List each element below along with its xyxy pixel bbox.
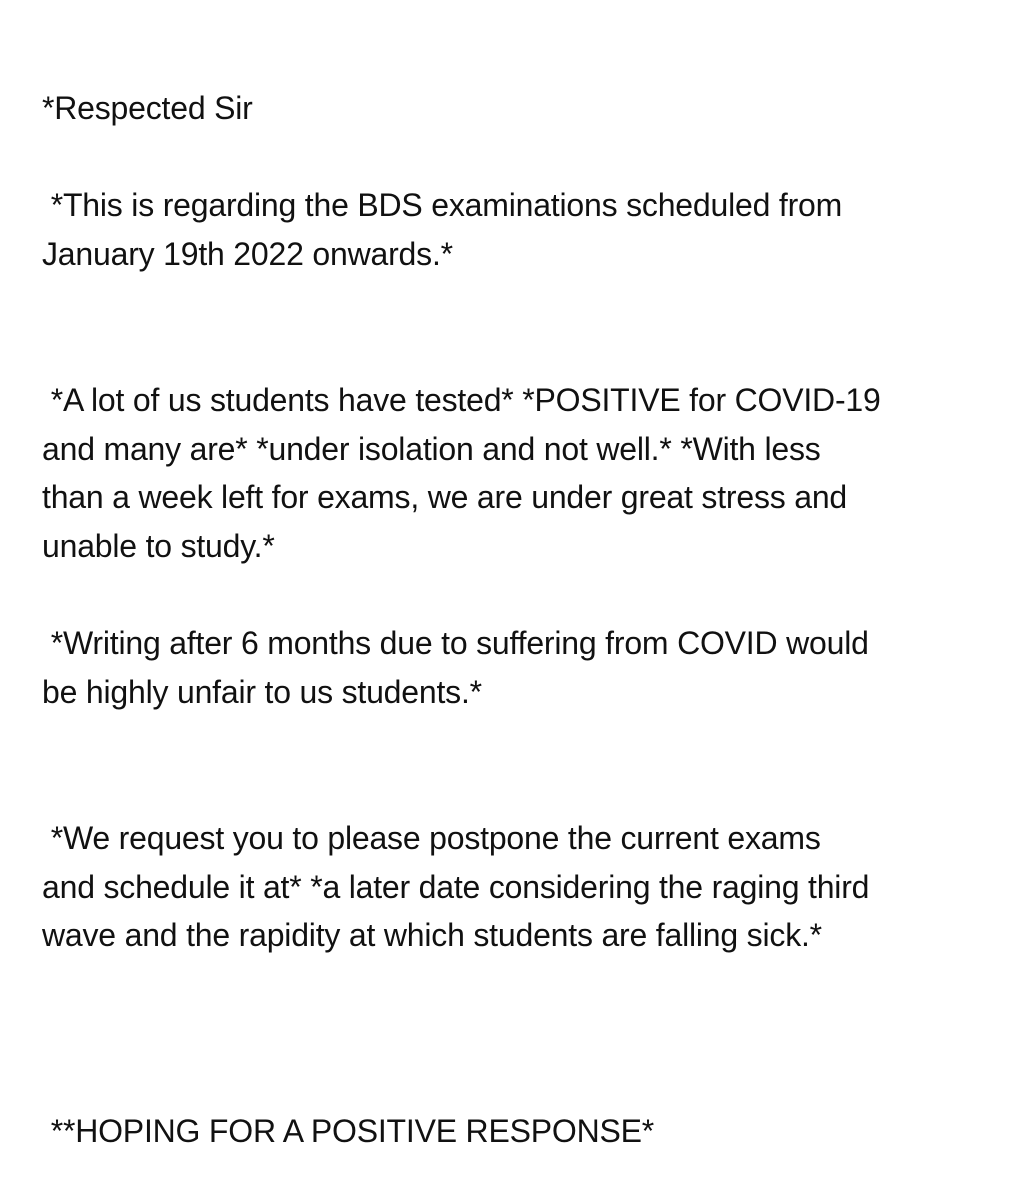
closing-text: **HOPING FOR A POSITIVE RESPONSE* <box>42 1113 655 1149</box>
paragraph-covid-positive: *A lot of us students have tested* *POSITIVE for COVID-19 and many are* *under isolation and not well.* *With less than a week left for exams, we are under great stress and unable to study.* <box>42 382 881 564</box>
salutation-text: *Respected Sir <box>42 90 253 126</box>
paragraph-postpone-request: *We request you to please postpone the current exams and schedule it at* *a later date considering the raging third wave and the rapidity at which students are falling sick.* <box>42 820 870 953</box>
paragraph-unfair: *Writing after 6 months due to suffering from COVID would be highly unfair to us students.* <box>42 625 869 710</box>
paragraph-regarding-exams: *This is regarding the BDS examinations scheduled from January 19th 2022 onwards.* <box>42 187 843 272</box>
